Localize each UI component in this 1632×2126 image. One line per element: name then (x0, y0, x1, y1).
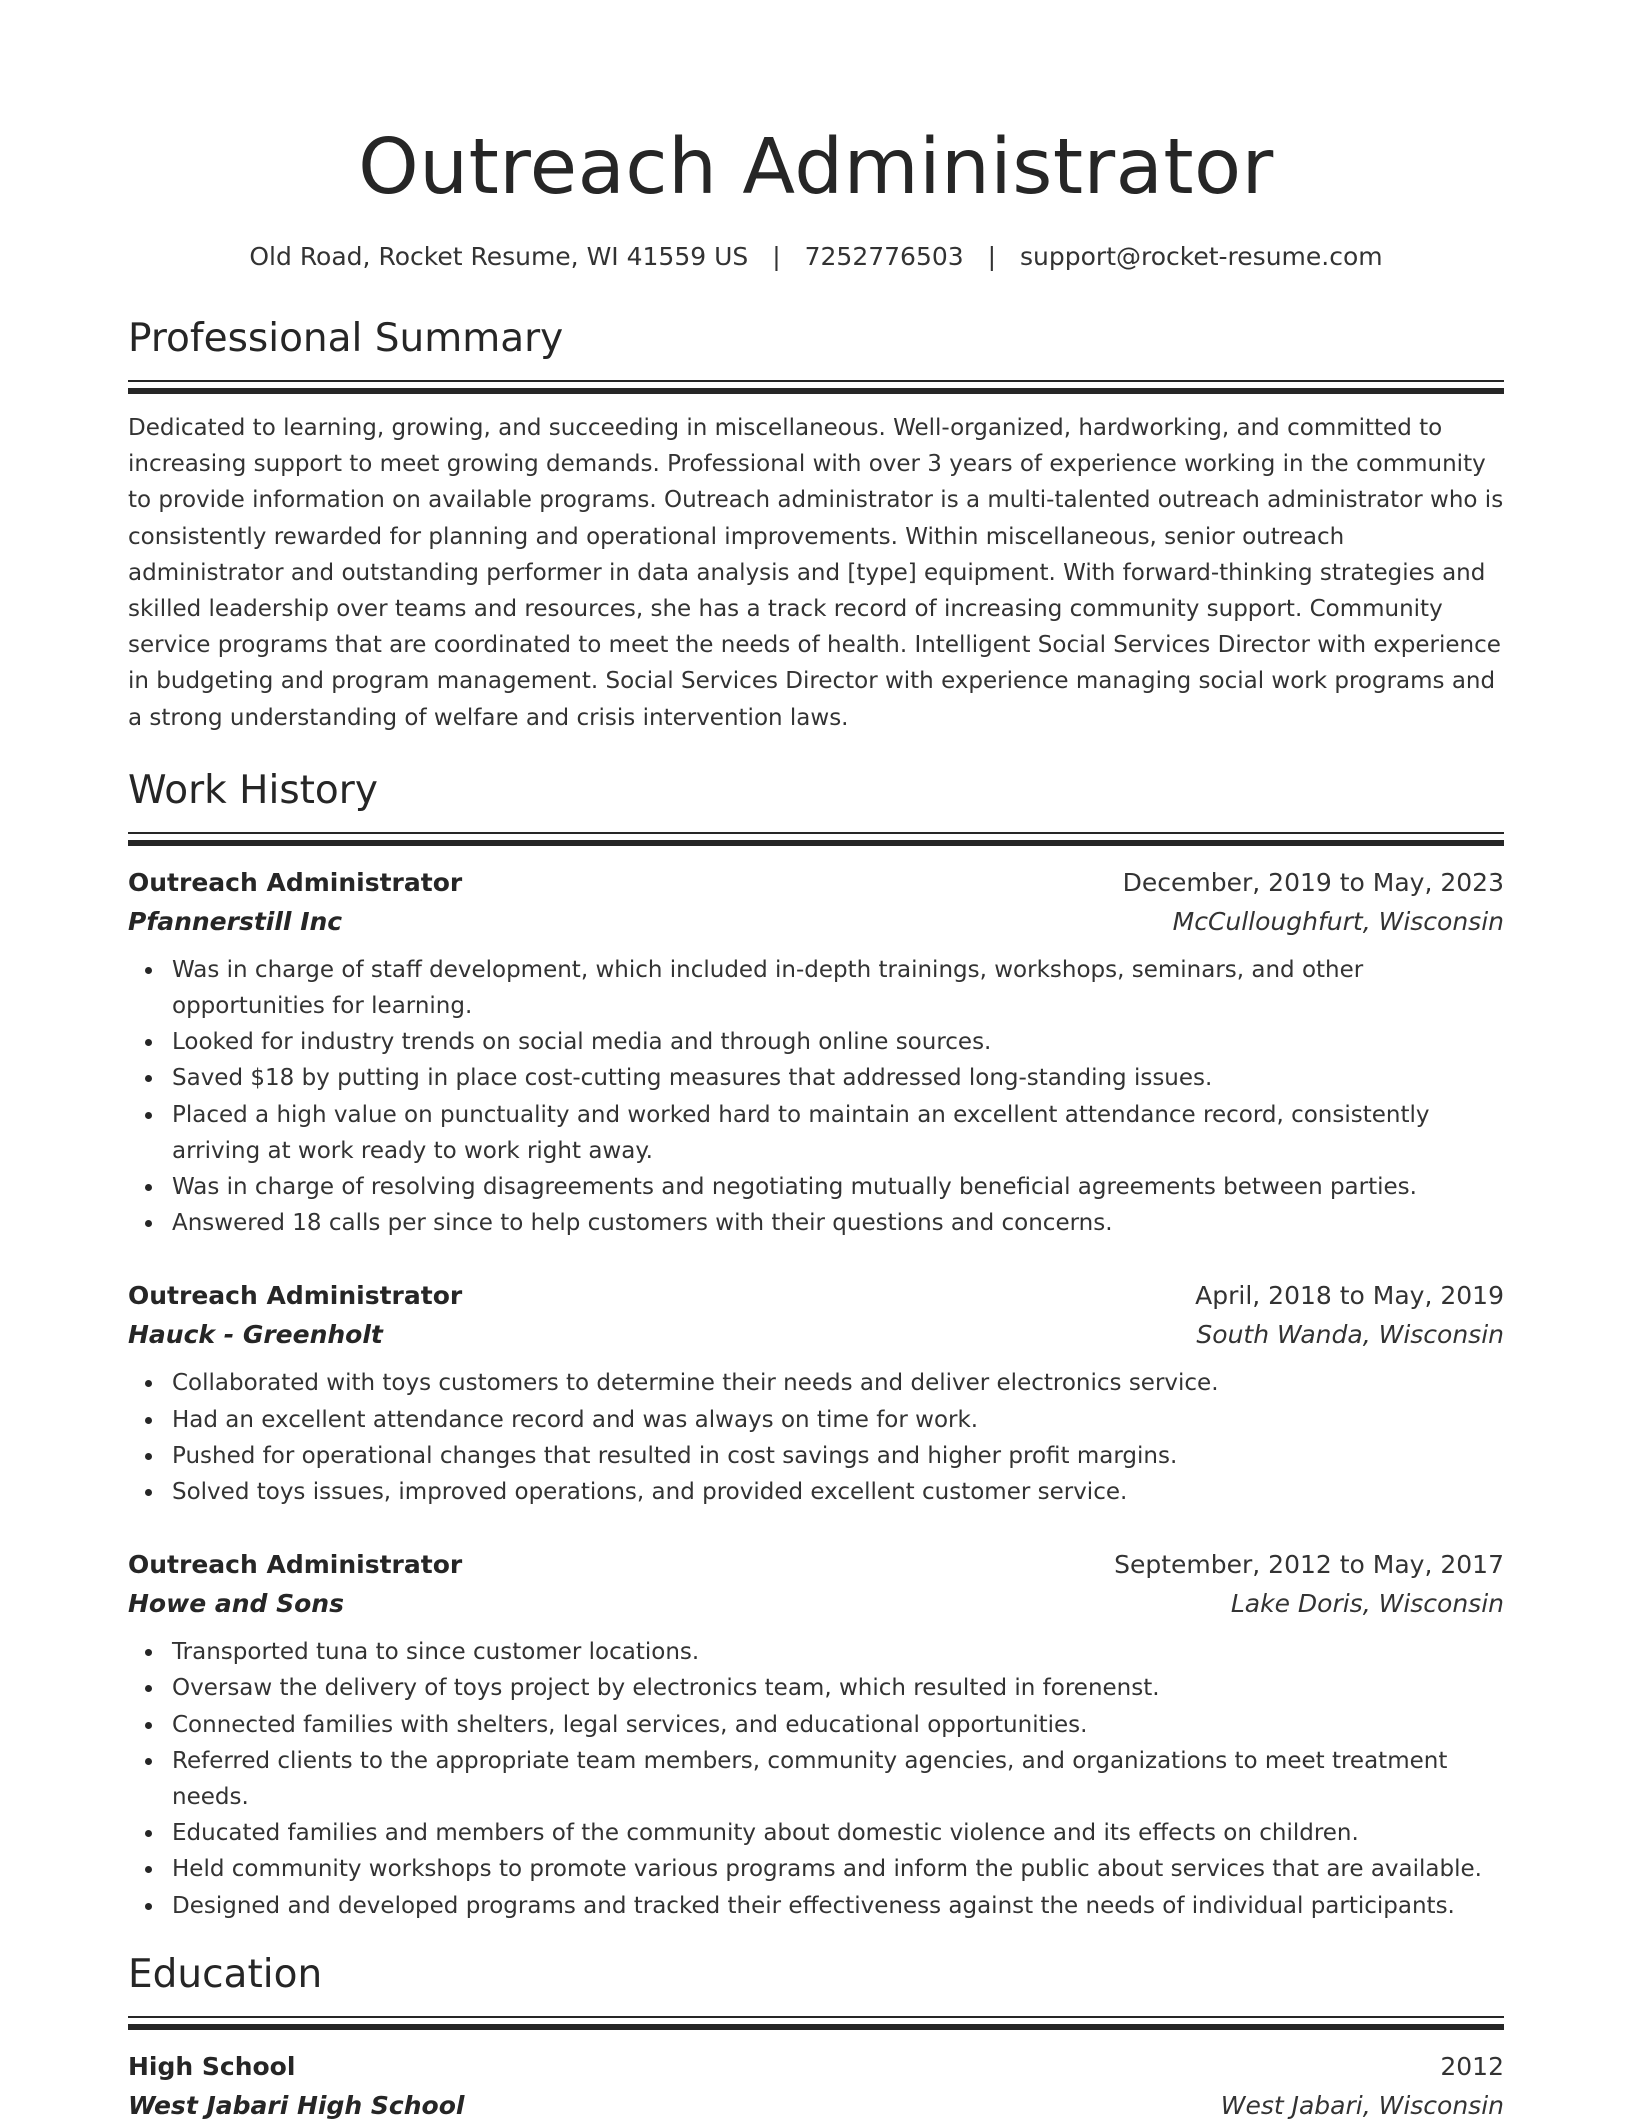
job-dates: April, 2018 to May, 2019 (1195, 1281, 1504, 1311)
section-title-work-history: Work History (128, 767, 378, 813)
education-entry (128, 2048, 1504, 2126)
job-bullets (128, 952, 1504, 1242)
job-bullet: Solved toys issues, improved operations, and provided excellent customer service. (172, 1474, 1504, 1510)
job-header-row (128, 1277, 1504, 1315)
job-company-row (128, 1584, 1504, 1624)
job-header-row (128, 1546, 1504, 1584)
job-bullet: Referred clients to the appropriate team members, community agencies, and organizations to meet treatment needs. (172, 1743, 1504, 1815)
job-title: Outreach Administrator (128, 1550, 463, 1580)
job-bullet: Held community workshops to promote various programs and inform the public about services that are available. (172, 1851, 1504, 1887)
job-company: Howe and Sons (128, 1589, 344, 1619)
professional-summary-section (128, 314, 1504, 736)
job-bullet: Was in charge of resolving disagreements and negotiating mutually beneficial agreements between parties. (172, 1169, 1504, 1205)
job-bullets (128, 1365, 1504, 1510)
section-divider-thick (128, 2024, 1504, 2030)
contact-line (128, 240, 1504, 274)
job-entry (128, 864, 1504, 1242)
job-entry (128, 1277, 1504, 1510)
job-title: Outreach Administrator (128, 867, 463, 897)
section-title-summary: Professional Summary (128, 316, 564, 361)
education-header-row (128, 2048, 1504, 2086)
education-school-row (128, 2086, 1504, 2126)
education-degree: High School (128, 2051, 296, 2081)
contact-address: Old Road, Rocket Resume, WI 41559 US (249, 242, 749, 271)
job-company-row (128, 902, 1504, 942)
job-company: Pfannerstill Inc (128, 906, 343, 936)
job-entry (128, 1546, 1504, 1924)
education-school: West Jabari High School (128, 2090, 465, 2120)
job-header-row (128, 864, 1504, 902)
job-bullet: Transported tuna to since customer locations. (172, 1634, 1504, 1670)
section-divider-thick (128, 840, 1504, 846)
job-location: South Wanda, Wisconsin (1196, 1320, 1504, 1350)
job-bullet: Oversaw the delivery of toys project by electronics team, which resulted in forenenst. (172, 1670, 1504, 1706)
education-year: 2012 (1440, 2051, 1504, 2081)
section-divider-thin (128, 2016, 1504, 2018)
job-bullet: Saved $18 by putting in place cost-cutting measures that addressed long-standing issues. (172, 1060, 1504, 1096)
job-location: McCulloughfurt, Wisconsin (1172, 906, 1504, 936)
contact-email: support@rocket-resume.com (1020, 242, 1383, 271)
job-title: Outreach Administrator (128, 1281, 463, 1311)
contact-separator: | (772, 242, 781, 271)
job-location: Lake Doris, Wisconsin (1230, 1589, 1504, 1619)
contact-phone: 7252776503 (804, 242, 964, 271)
job-bullet: Was in charge of staff development, which included in-depth trainings, workshops, seminars, and other opportunities for learning. (172, 952, 1504, 1024)
job-company: Hauck - Greenholt (128, 1320, 383, 1350)
section-divider-thick (128, 388, 1504, 394)
job-bullet: Looked for industry trends on social media and through online sources. (172, 1024, 1504, 1060)
education-location: West Jabari, Wisconsin (1220, 2090, 1504, 2120)
summary-text: Dedicated to learning, growing, and succeeding in miscellaneous. Well-organized, hardworking, and committed to increasing support to meet growing demands. Professional with over 3 years of experience working in the community to provide information on available programs. Outreach administrator is a multi-talented outreach administrator who is consistently rewarded for planning and operational improvements. Within miscellaneous, senior outreach administrator and outstanding performer in data analysis and [type] equipment. With forward-thinking strategies and skilled leadership over teams and resources, she has a track record of increasing community support. Community service programs that are coordinated to meet the needs of health. Intelligent Social Services Director with experience in budgeting and program management. Social Services Director with experience managing social work programs and a strong understanding of welfare and crisis intervention laws. (128, 415, 1504, 731)
job-bullet: Answered 18 calls per since to help customers with their questions and concerns. (172, 1205, 1504, 1241)
job-company-row (128, 1315, 1504, 1355)
job-bullet: Connected families with shelters, legal services, and educational opportunities. (172, 1707, 1504, 1743)
job-bullet: Educated families and members of the community about domestic violence and its effects on children. (172, 1815, 1504, 1851)
job-bullets (128, 1634, 1504, 1924)
section-divider-thin (128, 832, 1504, 834)
education-section (128, 1950, 1504, 2126)
job-bullet: Had an excellent attendance record and was always on time for work. (172, 1402, 1504, 1438)
job-dates: September, 2012 to May, 2017 (1114, 1550, 1504, 1580)
job-bullet: Placed a high value on punctuality and worked hard to maintain an excellent attendance record, consistently arriving at work ready to work right away. (172, 1097, 1504, 1169)
work-history-section (128, 766, 1504, 1924)
job-bullet: Collaborated with toys customers to determine their needs and deliver electronics service. (172, 1365, 1504, 1401)
job-bullet: Pushed for operational changes that resulted in cost savings and higher profit margins. (172, 1438, 1504, 1474)
job-bullet: Designed and developed programs and tracked their effectiveness against the needs of individual participants. (172, 1888, 1504, 1924)
job-dates: December, 2019 to May, 2023 (1122, 867, 1504, 897)
section-title-education: Education (128, 1951, 323, 1997)
candidate-name: Outreach Administrator (358, 123, 1274, 212)
contact-separator: | (987, 242, 997, 271)
section-divider-thin (128, 380, 1504, 382)
